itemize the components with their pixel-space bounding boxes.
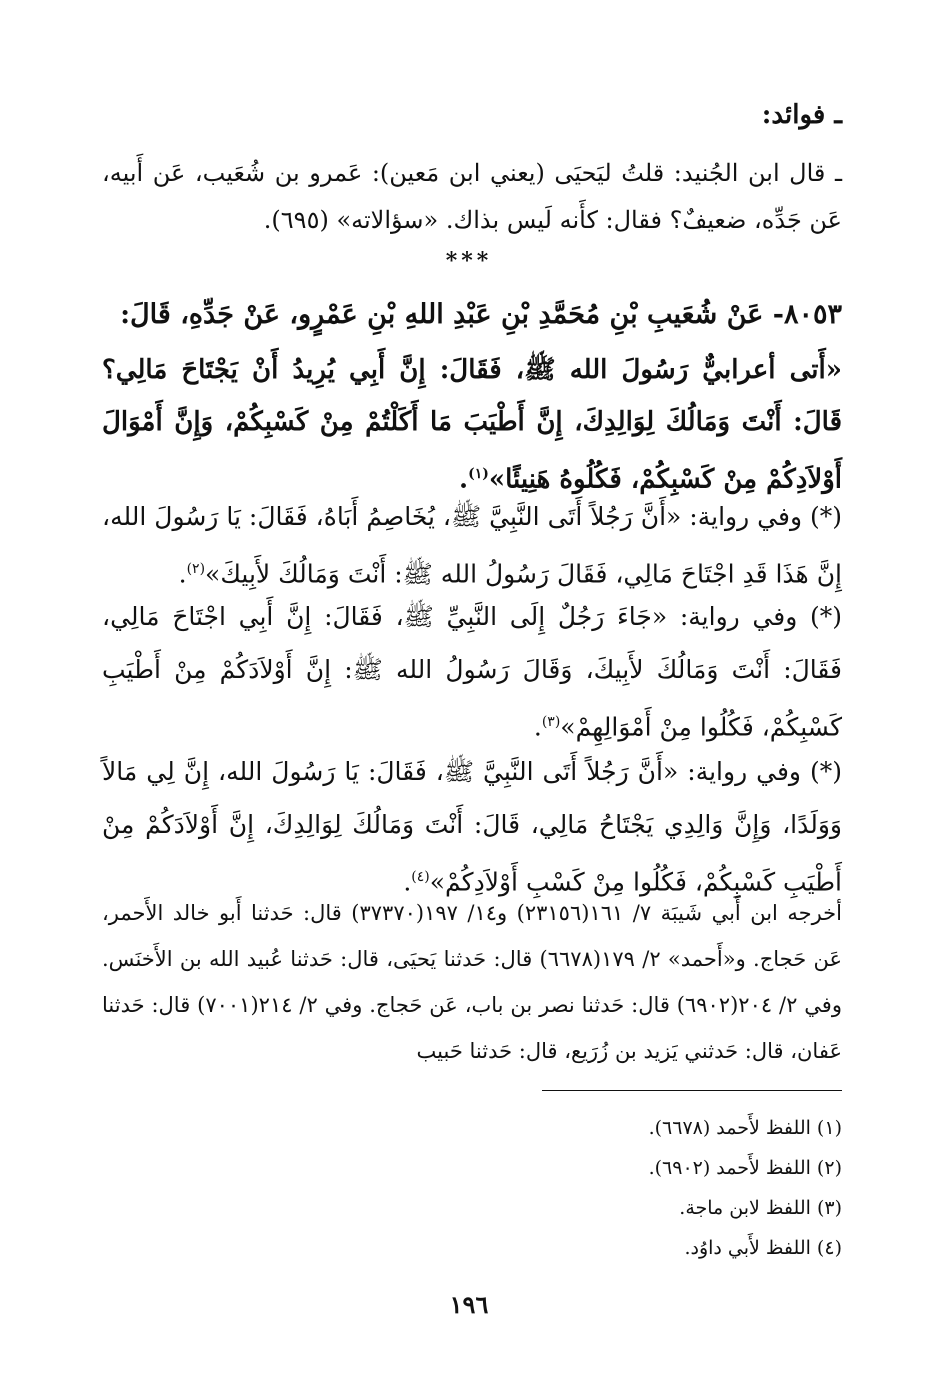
page-number: ١٩٦ bbox=[449, 1290, 489, 1319]
full-stop: . bbox=[459, 464, 469, 495]
full-stop: . bbox=[178, 559, 187, 589]
footnote-4: (٤) اللفظ لأَبي داوُد. bbox=[684, 1237, 842, 1259]
hadith-text bbox=[102, 344, 842, 506]
riwaya-text: (*) وفي رواية: «أَنَّ رَجُلاً أَتَى النَّبِيَّ ﷺ، فَقَالَ: يَا رَسُولَ الله، إِنَّ لِي مَالاً وَوَلَدًا، وَإِنَّ وَالِدِي يَجْتَاحُ مَالِي، قَالَ: أَنْتَ وَمَالُكَ لِوَالِدِكَ، إِنَّ أَوْلاَدَكُمْ مِنْ أَطْيَبِ كَسْبِكُمْ، فَكُلُوا مِنْ كَسْبِ أَوْلاَدِكُمْ» bbox=[102, 757, 842, 897]
ibn-junayd-paragraph: ـ قال ابن الجُنيد: قلتُ ليَحيَى (يعني ابن مَعين): عَمرو بن شُعَيب، عَن أَبيه، عَن جَدِّه، ضعيفٌ؟ فقال: كأَنه لَيس بذاك. «سؤالاته» (٦٩٥). bbox=[102, 159, 842, 234]
footnotes bbox=[102, 1108, 842, 1268]
section-heading: ـ فوائد: bbox=[761, 100, 842, 130]
riwaya-paragraph-2 bbox=[102, 590, 842, 753]
riwaya-text: (*) وفي رواية: «أَنَّ رَجُلاً أَتَى النَّبِيَّ ﷺ، يُخَاصِمُ أَبَاهُ، فَقَالَ: يَا رَسُولَ الله، إِنَّ هَذَا قَدِ اجْتَاحَ مَالِي، فَقَالَ رَسُولُ الله ﷺ: أَنْتَ وَمَالُكَ لأَبِيكَ» bbox=[102, 502, 842, 589]
section-separator-stars: *** bbox=[445, 248, 493, 274]
riwaya-paragraph-1 bbox=[102, 490, 842, 600]
footnote-ref: (٢) bbox=[186, 561, 206, 577]
hadith-matn: «أَتى أعرابيٌّ رَسُولَ الله ﷺ، فَقَالَ: إِنَّ أَبِي يُرِيدُ أَنْ يَجْتَاحَ مَالِي؟ قَالَ: أَنْتَ وَمَالُكَ لِوَالِدِكَ، إِنَّ أَطْيَبَ مَا أَكَلْتُمْ مِنْ كَسْبِكُمْ، وَإِنَّ أَمْوَالَ أَوْلاَدِكُمْ مِنْ كَسْبِكُمْ، فَكُلُوهُ هَنِيئًا» bbox=[102, 355, 842, 495]
footnote-divider bbox=[542, 1090, 842, 1091]
footnote-1: (١) اللفظ لأَحمد (٦٦٧٨). bbox=[648, 1117, 842, 1139]
footnote-3: (٣) اللفظ لابن ماجة. bbox=[679, 1197, 842, 1219]
footnote-ref: (٣) bbox=[541, 714, 561, 730]
takhrij-paragraph: أخرجه ابن أَبي شَيبَة ٧/ ١٦١(٢٣١٥٦) و١٤/ ١٩٧(٣٧٣٧٠) قال: حَدثنا أَبو خالد الأَحمر، عَن حَجاج. و«أَحمد» ٢/ ١٧٩(٦٦٧٨) قال: حَدثنا يَحيَى، قال: حَدثنا عُبيد الله بن الأَخنَس. وفي ٢/ ٢٠٤(٦٩٠٢) قال: حَدثنا نصر بن باب، عَن حَجاج. وفي ٢/ ٢١٤(٧٠٠١) قال: حَدثنا عَفان، قال: حَدثني يَزيد بن زُرَيع، قال: حَدثنا حَبيب bbox=[102, 901, 843, 1063]
footnote-ref: (١) bbox=[468, 466, 489, 482]
riwaya-text: (*) وفي رواية: «جَاءَ رَجُلٌ إِلَى النَّبِيِّ ﷺ، فَقَالَ: إِنَّ أَبِي اجْتَاحَ مَالِي، فَقَالَ: أَنْتَ وَمَالُكَ لأَبِيكَ، وَقَالَ رَسُولُ الله ﷺ: إِنَّ أَوْلاَدَكُمْ مِنْ أَطْيَبِ كَسْبِكُمْ، فَكُلُوا مِنْ أَمْوَالِهِمْ» bbox=[102, 602, 842, 742]
footnote-ref: (٤) bbox=[411, 869, 430, 885]
riwaya-paragraph-3 bbox=[102, 745, 842, 908]
footnote-2: (٢) اللفظ لأَحمد (٦٩٠٢). bbox=[648, 1157, 842, 1179]
hadith-isnad-heading: ٨٠٥٣- عَنْ شُعَيبِ بْنِ مُحَمَّدِ بْنِ عَبْدِ اللهِ بْنِ عَمْرٍو، عَنْ جَدِّهِ، قَالَ: bbox=[120, 299, 842, 330]
full-stop: . bbox=[403, 867, 412, 897]
full-stop: . bbox=[533, 712, 542, 742]
